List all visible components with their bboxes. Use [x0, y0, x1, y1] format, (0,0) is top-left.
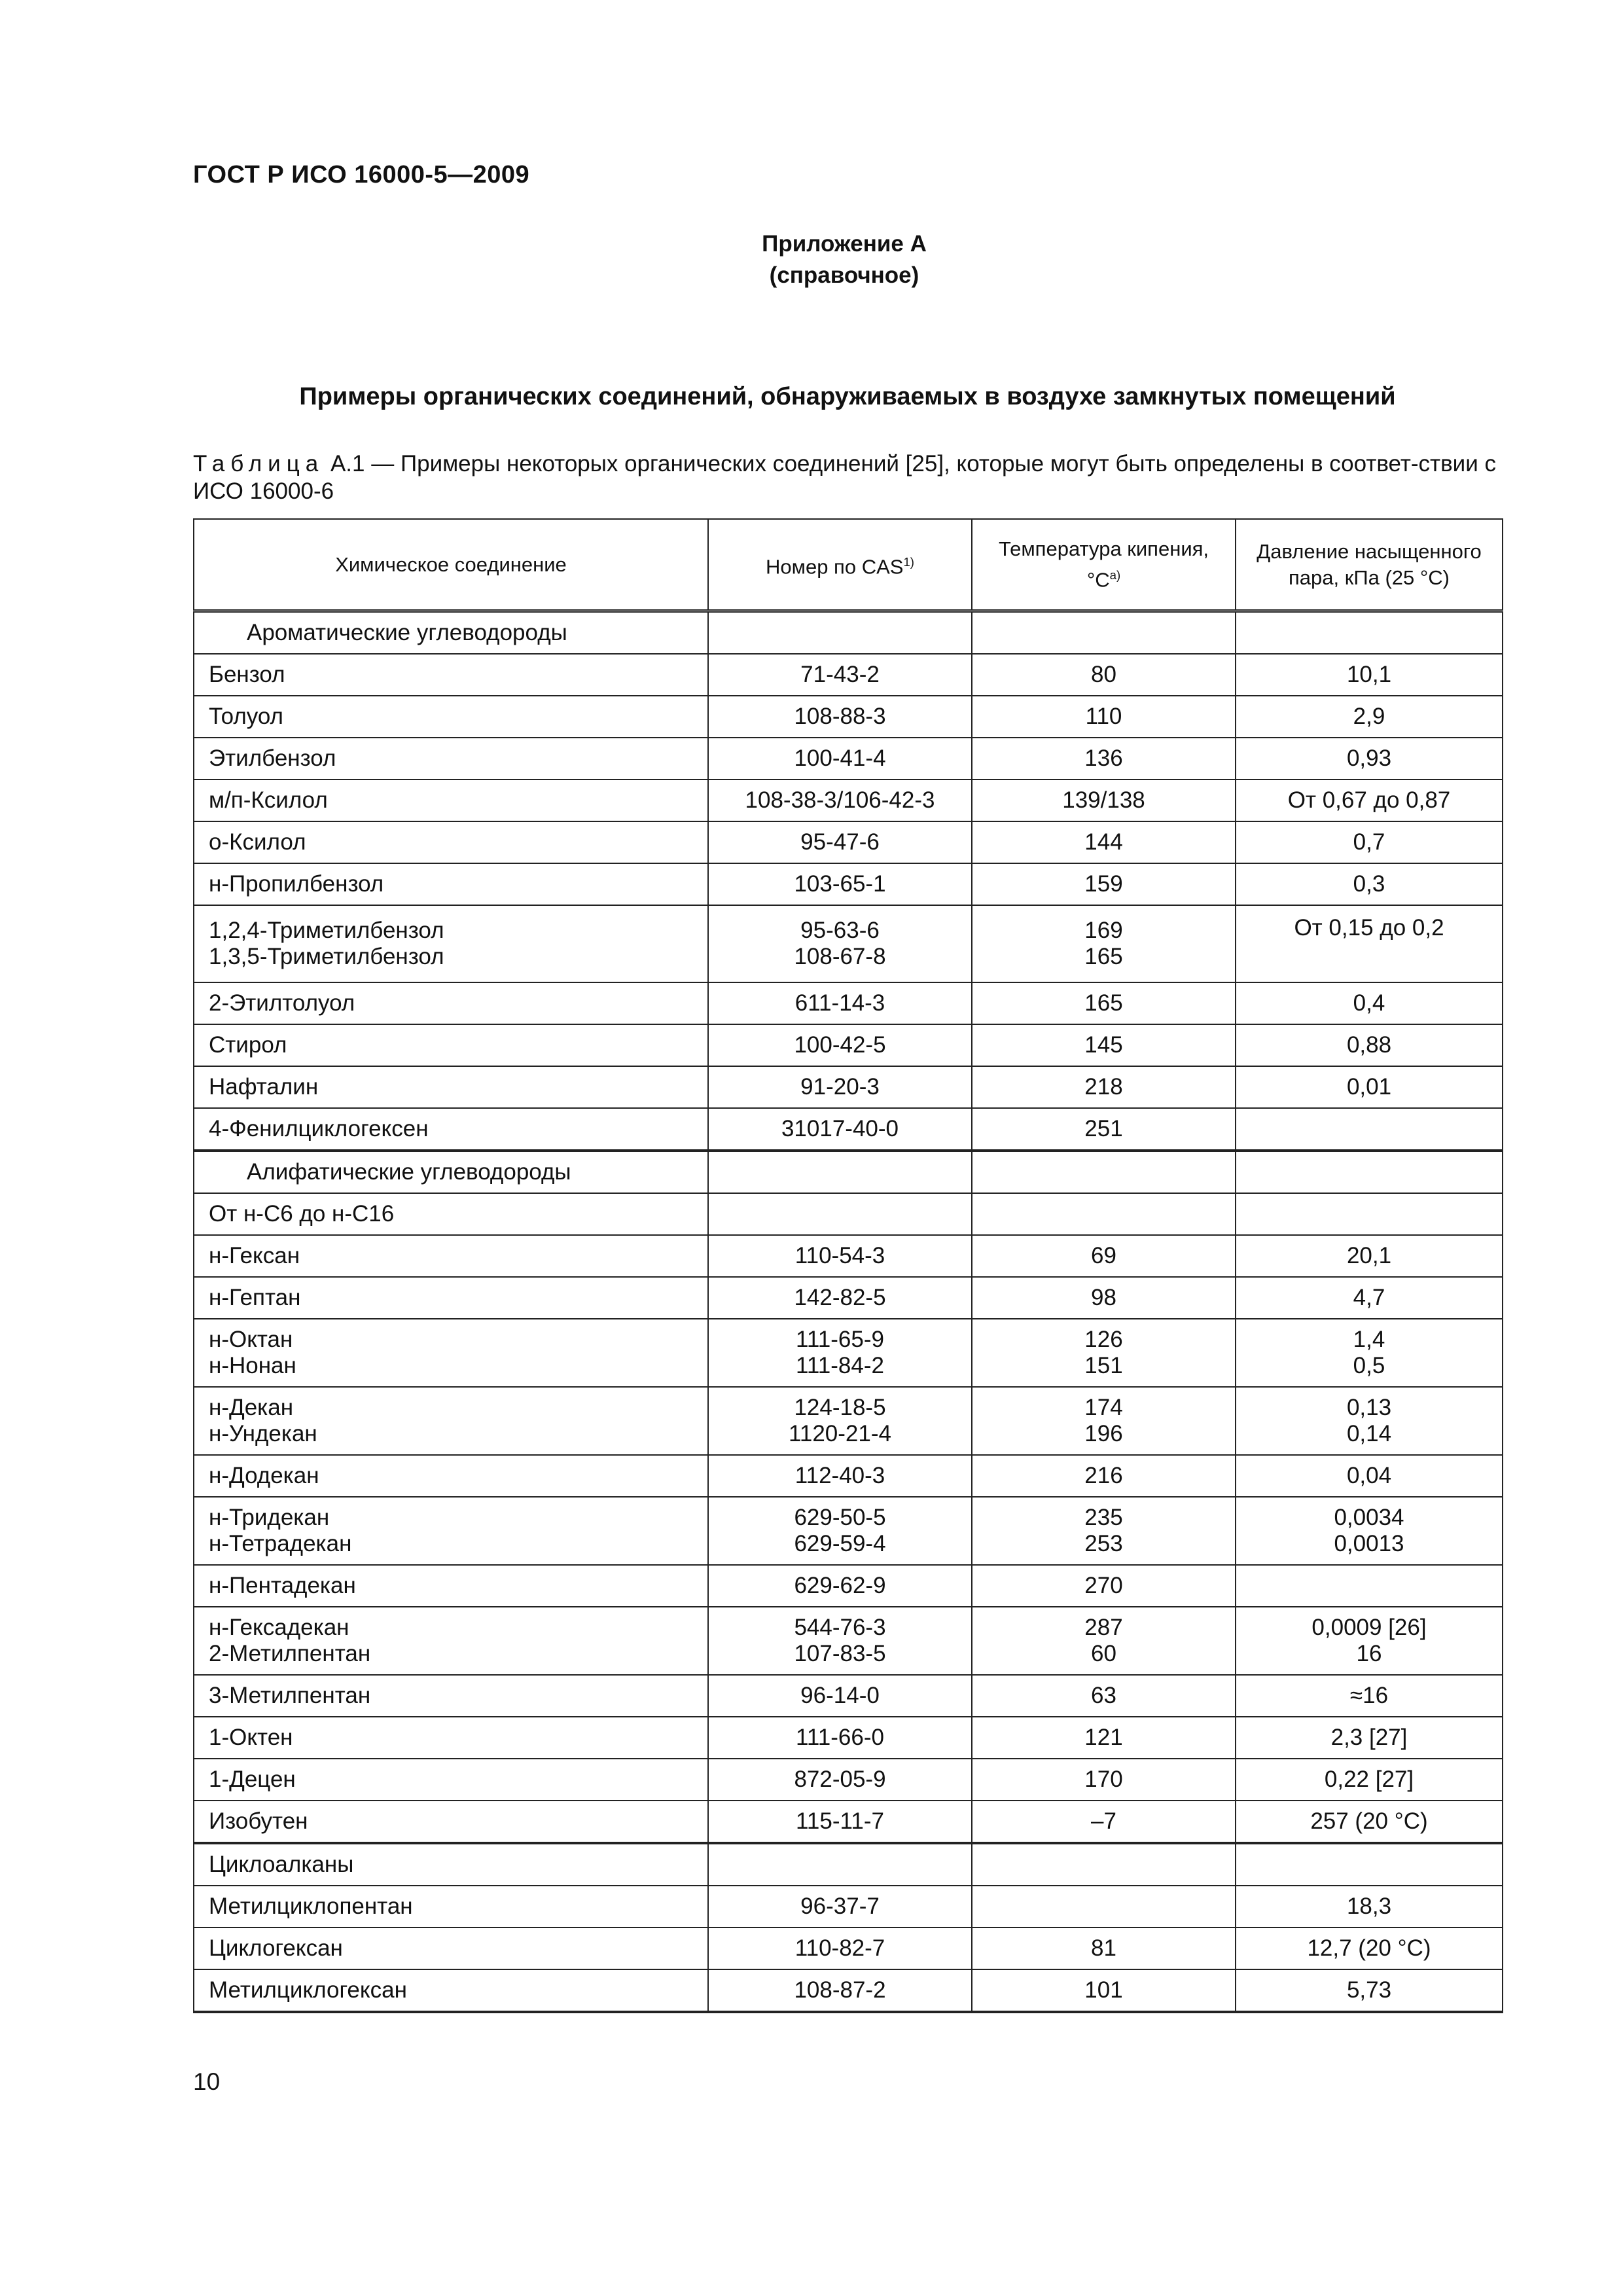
group-row	[194, 611, 1503, 655]
cell-cas: 108-38-3/106-42-3	[708, 780, 972, 821]
cell-cas: 110-54-3	[708, 1235, 972, 1277]
cell-compound: 2-Этилтолуол	[194, 982, 708, 1024]
cell-vp: 0,22 [27]	[1236, 1759, 1503, 1801]
cell-vp: 0,88	[1236, 1024, 1503, 1066]
cell-compound: н-Пропилбензол	[194, 863, 708, 905]
table-row	[194, 905, 1503, 982]
cell-vp: 12,7 (20 °C)	[1236, 1928, 1503, 1969]
cell-vp: 0,93	[1236, 738, 1503, 780]
table-row	[194, 1024, 1503, 1066]
cell-compound: 4-Фенилциклогексен	[194, 1108, 708, 1151]
group-label: Алифатические углеводороды	[194, 1151, 708, 1193]
cell-bp: 216	[972, 1455, 1236, 1497]
cell-bp: 159	[972, 863, 1236, 905]
cell-bp: 145	[972, 1024, 1236, 1066]
table-row	[194, 1455, 1503, 1497]
cell-vp: 10,1	[1236, 654, 1503, 696]
cell-bp: 218	[972, 1066, 1236, 1108]
cell-vp: 0,13 0,14	[1236, 1387, 1503, 1455]
table-row	[194, 1969, 1503, 2012]
cell-vp: 18,3	[1236, 1886, 1503, 1928]
table-row	[194, 982, 1503, 1024]
cell-vp: 2,9	[1236, 696, 1503, 738]
group-row	[194, 1151, 1503, 1193]
cell-vp: 1,4 0,5	[1236, 1319, 1503, 1387]
cell-cas: 142-82-5	[708, 1277, 972, 1319]
table-row	[194, 1235, 1503, 1277]
header-vapor-pressure: Давление насыщенного пара, кПа (25 °C)	[1236, 519, 1503, 611]
cell-vp: 20,1	[1236, 1235, 1503, 1277]
cell-compound: Стирол	[194, 1024, 708, 1066]
caption-text: А.1 — Примеры некоторых органических соединений [25], которые могут быть определены в соответ-ствии с ИСО 16000-6	[193, 451, 1496, 504]
table-row	[194, 654, 1503, 696]
cell-compound: м/п-Ксилол	[194, 780, 708, 821]
document-code: ГОСТ Р ИСО 16000-5—2009	[193, 161, 530, 188]
cell-bp: 169 165	[972, 905, 1236, 982]
cell-vp: 0,01	[1236, 1066, 1503, 1108]
cell-vp: 5,73	[1236, 1969, 1503, 2012]
group-label: Ароматические углеводороды	[194, 611, 708, 655]
cell-cas: 100-41-4	[708, 738, 972, 780]
cell-compound: н-Гексадекан 2-Метилпентан	[194, 1607, 708, 1675]
cell-cas: 31017-40-0	[708, 1108, 972, 1151]
table-caption	[193, 450, 1502, 505]
cell-compound: н-Декан н-Ундекан	[194, 1387, 708, 1455]
annex-title: Приложение А	[762, 231, 927, 257]
cell-compound: Метилциклогексан	[194, 1969, 708, 2012]
cell-vp: 2,3 [27]	[1236, 1717, 1503, 1759]
table-row	[194, 1387, 1503, 1455]
cell-bp: 136	[972, 738, 1236, 780]
cell-compound: Нафталин	[194, 1066, 708, 1108]
cell-vp: 4,7	[1236, 1277, 1503, 1319]
table-row	[194, 1886, 1503, 1928]
table-header-row	[194, 519, 1503, 611]
table-row	[194, 1801, 1503, 1843]
cell-vp: 0,4	[1236, 982, 1503, 1024]
cell-cas: 95-63-6 108-67-8	[708, 905, 972, 982]
cell-cas: 544-76-3 107-83-5	[708, 1607, 972, 1675]
cell-bp: 287 60	[972, 1607, 1236, 1675]
table-row	[194, 1759, 1503, 1801]
caption-label: Таблица	[193, 451, 325, 476]
cell-bp: 251	[972, 1108, 1236, 1151]
table-row	[194, 696, 1503, 738]
cell-vp: 257 (20 °C)	[1236, 1801, 1503, 1843]
cell-bp: 69	[972, 1235, 1236, 1277]
cell-compound: н-Октан н-Нонан	[194, 1319, 708, 1387]
cell-vp	[1236, 1108, 1503, 1151]
header-compound: Химическое соединение	[194, 519, 708, 611]
compounds-table	[193, 518, 1503, 2013]
cell-cas: 112-40-3	[708, 1455, 972, 1497]
cell-bp: 144	[972, 821, 1236, 863]
cell-cas: 115-11-7	[708, 1801, 972, 1843]
cell-bp: 270	[972, 1565, 1236, 1607]
group-label: От н-C6 до н-C16	[194, 1193, 708, 1235]
cell-cas: 629-62-9	[708, 1565, 972, 1607]
table-row	[194, 738, 1503, 780]
table-row	[194, 1277, 1503, 1319]
header-cas-note: 1)	[903, 554, 914, 569]
cell-bp: 80	[972, 654, 1236, 696]
cell-bp: 81	[972, 1928, 1236, 1969]
group-label: Циклоалканы	[194, 1843, 708, 1886]
cell-bp: 170	[972, 1759, 1236, 1801]
cell-bp: 235 253	[972, 1497, 1236, 1565]
cell-bp: 63	[972, 1675, 1236, 1717]
table-row	[194, 1108, 1503, 1151]
group-row	[194, 1193, 1503, 1235]
cell-vp: 0,7	[1236, 821, 1503, 863]
cell-vp: 0,3	[1236, 863, 1503, 905]
cell-cas: 108-87-2	[708, 1969, 972, 2012]
table-row	[194, 1717, 1503, 1759]
table-row	[194, 1607, 1503, 1675]
cell-cas: 110-82-7	[708, 1928, 972, 1969]
cell-bp: 98	[972, 1277, 1236, 1319]
cell-vp: 0,0034 0,0013	[1236, 1497, 1503, 1565]
table-row	[194, 1497, 1503, 1565]
table-row	[194, 863, 1503, 905]
table-row	[194, 1319, 1503, 1387]
header-boiling-point	[972, 519, 1236, 611]
cell-compound: 3-Метилпентан	[194, 1675, 708, 1717]
cell-bp: –7	[972, 1801, 1236, 1843]
cell-bp: 139/138	[972, 780, 1236, 821]
cell-bp: 174 196	[972, 1387, 1236, 1455]
cell-vp: 0,04	[1236, 1455, 1503, 1497]
cell-vp	[1236, 1565, 1503, 1607]
cell-bp	[972, 1886, 1236, 1928]
cell-cas: 629-50-5 629-59-4	[708, 1497, 972, 1565]
table-row	[194, 1066, 1503, 1108]
cell-compound: Циклогексан	[194, 1928, 708, 1969]
cell-compound: 1-Децен	[194, 1759, 708, 1801]
group-row	[194, 1843, 1503, 1886]
cell-vp: 0,0009 [26] 16	[1236, 1607, 1503, 1675]
cell-compound: 1,2,4-Триметилбензол 1,3,5-Триметилбензол	[194, 905, 708, 982]
cell-cas: 96-14-0	[708, 1675, 972, 1717]
cell-compound: н-Пентадекан	[194, 1565, 708, 1607]
table-row	[194, 1928, 1503, 1969]
cell-cas: 111-66-0	[708, 1717, 972, 1759]
header-cas-label: Номер по CAS	[766, 555, 904, 579]
cell-bp: 126 151	[972, 1319, 1236, 1387]
cell-compound: о-Ксилол	[194, 821, 708, 863]
table-row	[194, 821, 1503, 863]
cell-cas: 95-47-6	[708, 821, 972, 863]
cell-compound: Бензол	[194, 654, 708, 696]
cell-cas: 71-43-2	[708, 654, 972, 696]
cell-compound: Метилциклопентан	[194, 1886, 708, 1928]
cell-cas: 91-20-3	[708, 1066, 972, 1108]
cell-cas: 611-14-3	[708, 982, 972, 1024]
cell-vp: От 0,15 до 0,2	[1236, 905, 1503, 982]
cell-cas: 111-65-9 111-84-2	[708, 1319, 972, 1387]
cell-cas: 872-05-9	[708, 1759, 972, 1801]
cell-cas: 103-65-1	[708, 863, 972, 905]
table-row	[194, 1565, 1503, 1607]
cell-compound: н-Додекан	[194, 1455, 708, 1497]
cell-cas: 96-37-7	[708, 1886, 972, 1928]
cell-compound: н-Гексан	[194, 1235, 708, 1277]
cell-compound: Изобутен	[194, 1801, 708, 1843]
table-row	[194, 1675, 1503, 1717]
cell-cas: 108-88-3	[708, 696, 972, 738]
table-row	[194, 780, 1503, 821]
page-number: 10	[193, 2068, 221, 2095]
cell-compound: 1-Октен	[194, 1717, 708, 1759]
cell-compound: н-Тридекан н-Тетрадекан	[194, 1497, 708, 1565]
cell-cas: 100-42-5	[708, 1024, 972, 1066]
header-bp-note: а)	[1109, 567, 1121, 582]
annex-subtitle: (справочное)	[769, 262, 919, 288]
cell-vp: ≈16	[1236, 1675, 1503, 1717]
header-bp-label: Температура кипения, °C	[998, 537, 1209, 592]
cell-compound: н-Гептан	[194, 1277, 708, 1319]
cell-bp: 165	[972, 982, 1236, 1024]
header-cas	[708, 519, 972, 611]
cell-vp: От 0,67 до 0,87	[1236, 780, 1503, 821]
cell-bp: 121	[972, 1717, 1236, 1759]
cell-compound: Этилбензол	[194, 738, 708, 780]
cell-bp: 110	[972, 696, 1236, 738]
section-title: Примеры органических соединений, обнаруживаемых в воздухе замкнутых помещений	[299, 383, 1396, 410]
cell-compound: Толуол	[194, 696, 708, 738]
cell-bp: 101	[972, 1969, 1236, 2012]
cell-cas: 124-18-5 1120-21-4	[708, 1387, 972, 1455]
